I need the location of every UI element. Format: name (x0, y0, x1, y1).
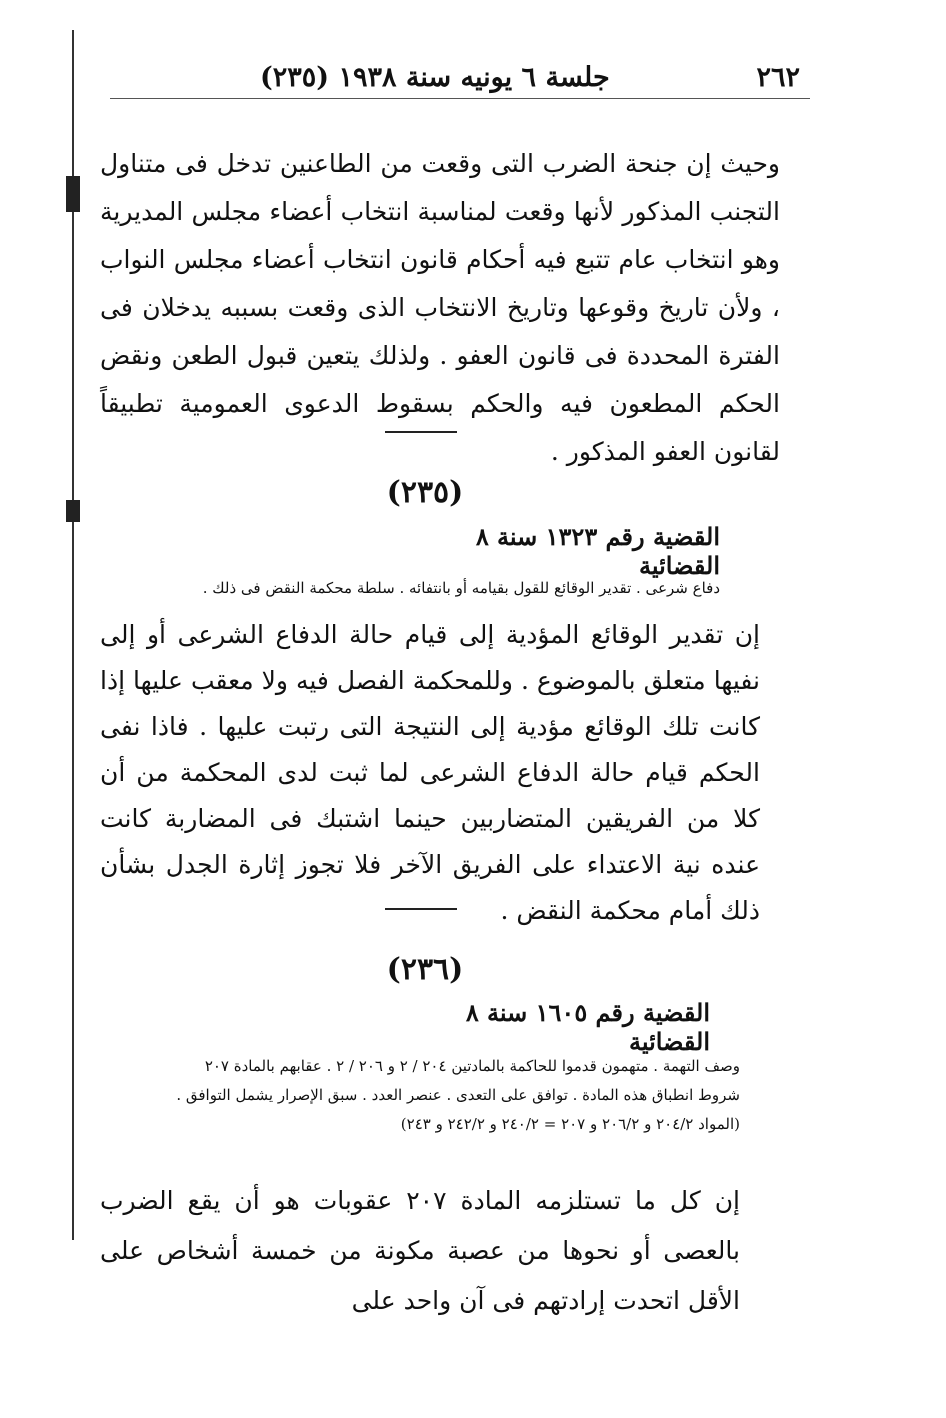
page-number: ٢٦٢ (756, 61, 800, 93)
session-title: جلسة ٦ يونيه سنة ١٩٣٨ (٢٣٥) (260, 61, 610, 93)
summary-line: (المواد ٢٠٤/٢ و ٢٠٦/٢ و ٢٠٧ = ٢٤٠/٢ و ٢٤٢/٢ و ٢٤٣) (400, 1115, 740, 1133)
summary-line: دفاع شرعى . تقدير الوقائع للقول بقيامه أو بانتفائه . سلطة محكمة النقض فى ذلك . (202, 579, 720, 597)
binding-mark (66, 500, 80, 522)
case-summary (160, 574, 720, 603)
section-separator (385, 908, 457, 910)
binding-mark (66, 176, 80, 212)
summary-line: شروط انطباق هذه المادة . توافق على التعدى . عنصر العدد . سبق الإصرار يشمل التوافق . (176, 1086, 740, 1104)
case-text: إن تقدير الوقائع المؤدية إلى قيام حالة الدفاع الشرعى أو إلى نفيها متعلق بالموضوع . وللمحكمة الفصل فيه ولا معقب عليها إذا كانت تلك الوقائع مؤدية إلى النتيجة التى رتبت عليها . فاذا نفى الحكم قيام حالة الدفاع الشرعى لما ثبت لدى المحكمة من أن كلا من الفريقين المتضاربين حينما اشتبك فى المضاربة كانت عنده نية الاعتداء على الفريق الآخر فلا تجوز إثارة الجدل بشأن ذلك أمام محكمة النقض . (100, 620, 760, 925)
case-number: (٢٣٦) (386, 952, 464, 987)
page-header (260, 55, 800, 99)
case-number: (٢٣٥) (386, 475, 464, 510)
section-separator (385, 431, 457, 433)
case-text: إن كل ما تستلزمه المادة ٢٠٧ عقوبات هو أن يقع الضرب بالعصى أو نحوها من عصبة مكونة من خمسة أشخاص على الأقل اتحدت إرادتهم فى آن واحد على (100, 1186, 740, 1315)
case-summary (85, 1052, 740, 1139)
summary-line: وصف التهمة . متهمون قدموا للحاكمة بالمادتين ٢٠٤ / ٢ و ٢٠٦ / ٢ . عقابهم بالمادة ٢٠٧ (204, 1057, 740, 1075)
intro-paragraph: وحيث إن جنحة الضرب التى وقعت من الطاعنين تدخل فى متناول التجنب المذكور لأنها وقعت لمناسبة انتخاب أعضاء مجلس المديرية وهو انتخاب عام تتبع فيه أحكام قانون انتخاب أعضاء مجلس النواب ، ولأن تاريخ وقوعها وتاريخ الانتخاب الذى وقعت بسببه يدخلان فى الفترة المحددة فى قانون العفو . ولذلك يتعين قبول الطعن ونقض الحكم المطعون فيه والحكم بسقوط الدعوى العمومية تطبيقاً لقانون العفو المذكور . (100, 149, 780, 466)
header-rule (110, 98, 810, 99)
case-title: القضية رقم ١٣٢٣ سنة ٨ القضائية (475, 522, 720, 580)
case-title: القضية رقم ١٦٠٥ سنة ٨ القضائية (465, 998, 710, 1056)
